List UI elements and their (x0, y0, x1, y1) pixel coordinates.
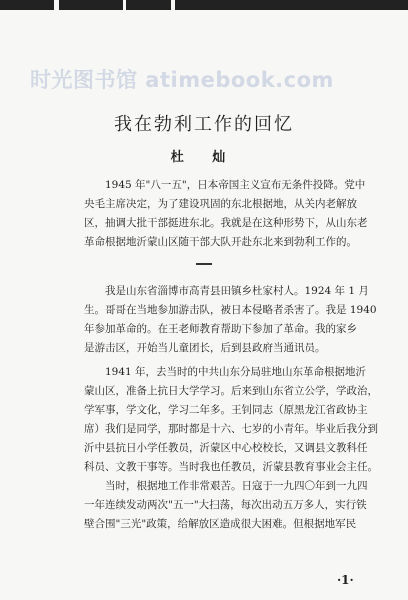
text-line: 学军事，学文化，学习二年多。王钊同志（原黑龙江省政协主 (84, 404, 368, 416)
body-paragraph (84, 477, 368, 534)
text-line: 一年连续发动两次"五一"大扫荡，每次出动五万多人，实行铁 (84, 499, 367, 511)
text-line: 壁合围"三光"政策，给解放区造成很大困难。但根据地军民 (84, 518, 357, 530)
article-title: 我在勃利工作的回忆 (114, 114, 294, 135)
text-line: 我是山东省淄博市高青县田镇乡杜家村人。1924 年 1 月 (105, 285, 369, 297)
body-paragraph (84, 363, 378, 477)
text-line: 沂中县抗日小学任教员，沂蒙区中心校校长，又调县文教科任 (84, 442, 368, 454)
body-paragraph (84, 282, 377, 358)
text-line: 央毛主席决定，为了建设巩固的东北根据地，从关内老解放 (84, 198, 357, 210)
watermark: 时光图书馆 atimebook.com (30, 68, 334, 92)
text-line: 科员、文教干事等。当时我也任教员，沂蒙县教育事业会主任。 (84, 461, 378, 473)
text-line: 是游击区，开始当儿童团长，后到县政府当通讯员。 (84, 342, 326, 354)
text-line: 席）我们是同学，那时都是十六、七岁的小青年。毕业后我分到 (84, 423, 378, 435)
text-line: 1941 年，去当时的中共山东分局驻地山东革命根据地沂 (105, 366, 367, 378)
page-number: ·1· (337, 573, 354, 587)
article-author: 杜 灿 (170, 150, 238, 165)
section-separator (196, 263, 212, 265)
text-line: 年参加革命的。在王老师教育帮助下参加了革命。我的家乡 (84, 323, 357, 335)
text-line: 生。哥哥在当地参加游击队，被日本侵略者杀害了。我是 1940 (84, 304, 377, 316)
text-line: 革命根据地沂蒙山区随干部大队开赴东北来到勃利工作的。 (84, 236, 357, 248)
text-line: 蒙山区，准备上抗日大学学习。后来到山东省立公学，学政治， (84, 385, 378, 397)
text-line: 当时，根据地工作非常艰苦。日寇于一九四〇年到一九四 (105, 480, 368, 492)
text-line: 区，抽调大批干部挺进东北。我就是在这种形势下，从山东老 (84, 217, 368, 229)
intro-paragraph (84, 176, 368, 252)
scan-top-border (0, 0, 408, 10)
text-line: 1945 年"八一五"，日本帝国主义宣布无条件投降。党中 (105, 179, 366, 191)
